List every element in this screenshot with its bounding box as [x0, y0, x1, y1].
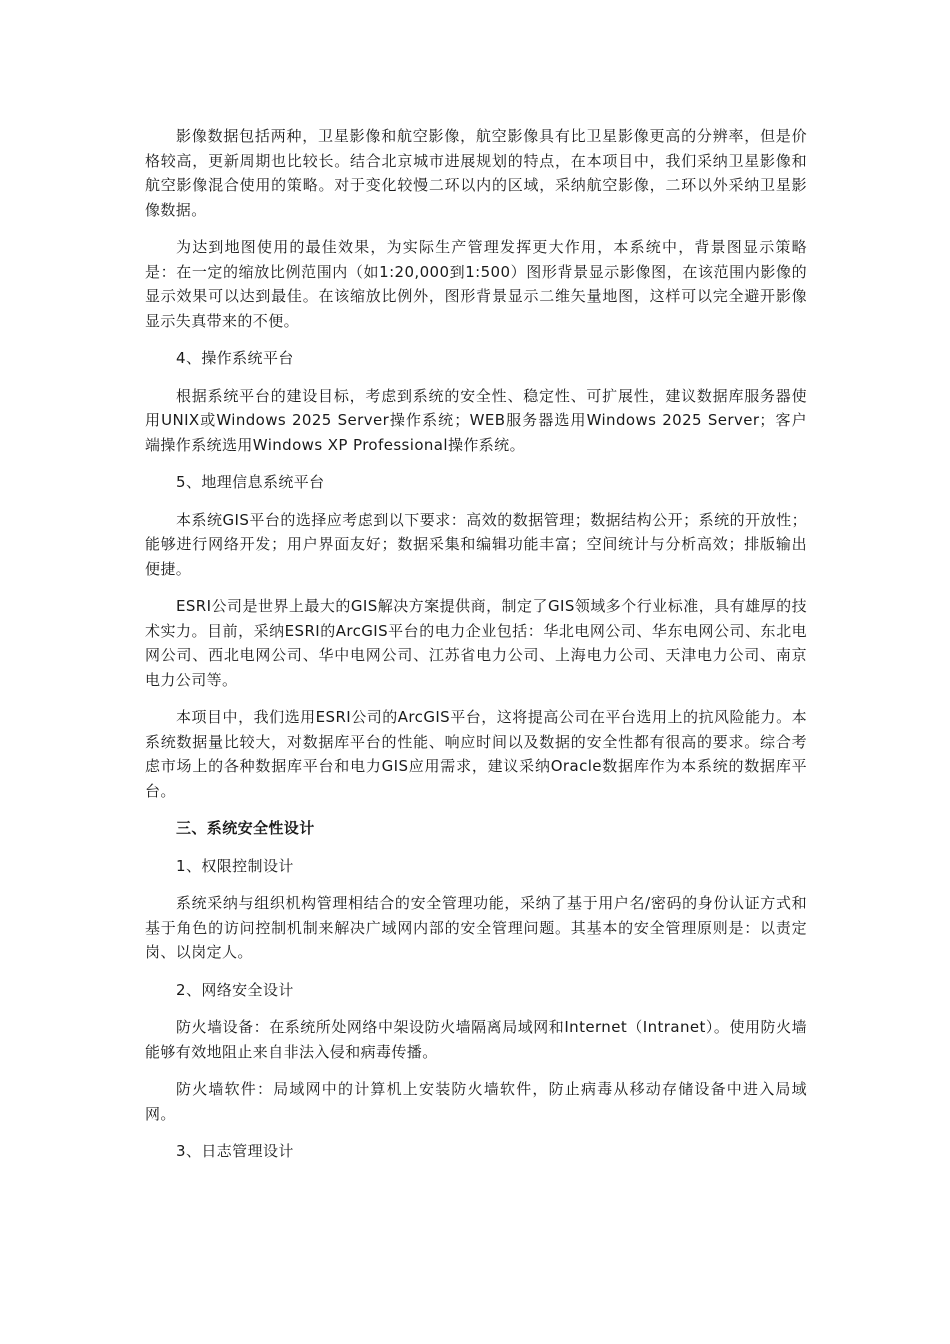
paragraph-esri: ESRI公司是世界上最大的GIS解决方案提供商，制定了GIS领域多个行业标准，具有雄厚的技术实力。目前，采纳ESRI的ArcGIS平台的电力企业包括：华北电网公司、华东电网公司、东北电网公司、西北电网公司、华中电网公司、江苏省电力公司、上海电力公司、天津电力公司、南京电力公司等。: [145, 597, 807, 689]
paragraph-gis-requirements: 本系统GIS平台的选择应考虑到以下要求：高效的数据管理；数据结构公开；系统的开放性；能够进行网络开发；用户界面友好；数据采集和编辑功能丰富；空间统计与分析高效；排版输出便捷。: [145, 510, 807, 578]
paragraph-background-display: 为达到地图使用的最佳效果，为实际生产管理发挥更大作用，本系统中，背景图显示策略是：在一定的缩放比例范围内（如1:20,000到1:500）图形背景显示影像图，在该范围内影像的显示效果可以达到最佳。在该缩放比例外，图形背景显示二维矢量地图，这样可以完全避开影像显示失真带来的不便。: [145, 238, 807, 330]
section-heading-access-control: 1、权限控制设计: [176, 856, 294, 875]
document-body: [145, 124, 807, 1177]
section-heading-gis-platform: 5、地理信息系统平台: [176, 473, 325, 491]
paragraph-arcgis-oracle: 本项目中，我们选用ESRI公司的ArcGIS平台，这将提高公司在平台选用上的抗风险能力。本系统数据量比较大，对数据库平台的性能、响应时间以及数据的安全性都有很高的要求。综合考虑市场上的各种数据库平台和电力GIS应用需求，建议采纳Oracle数据库作为本系统的数据库平台。: [145, 708, 807, 800]
paragraph-os-platform: 根据系统平台的建设目标，考虑到系统的安全性、稳定性、可扩展性，建议数据库服务器使用UNIX或Windows 2025 Server操作系统；WEB服务器选用Windows 2025 Server；客户端操作系统选用Windows XP Professional操作系统。: [145, 386, 807, 454]
paragraph-firewall-device: 防火墙设备：在系统所处网络中架设防火墙隔离局域网和Internet（Intranet）。使用防火墙能够有效地阻止来自非法入侵和病毒传播。: [145, 1018, 807, 1061]
section-heading-os-platform: 4、操作系统平台: [176, 349, 294, 367]
paragraph-access-control: 系统采纳与组织机构管理相结合的安全管理功能，采纳了基于用户名/密码的身份认证方式和基于角色的访问控制机制来解决广域网内部的安全管理问题。其基本的安全管理原则是：以责定岗、以岗定人。: [145, 894, 807, 961]
section-heading-network-security: 2、网络安全设计: [176, 980, 294, 999]
paragraph-imagery-data: 影像数据包括两种，卫星影像和航空影像，航空影像具有比卫星影像更高的分辨率，但是价格较高，更新周期也比较长。结合北京城市进展规划的特点，在本项目中，我们采纳卫星影像和航空影像混合使用的策略。对于变化较慢二环以内的区域，采纳航空影像，二环以外采纳卫星影像数据。: [145, 127, 807, 219]
paragraph-firewall-software: 防火墙软件：局域网中的计算机上安装防火墙软件，防止病毒从移动存储设备中进入局域网。: [145, 1080, 807, 1123]
chapter-heading-security: 三、系统安全性设计: [176, 819, 315, 837]
section-heading-log-management: 3、日志管理设计: [176, 1142, 294, 1160]
